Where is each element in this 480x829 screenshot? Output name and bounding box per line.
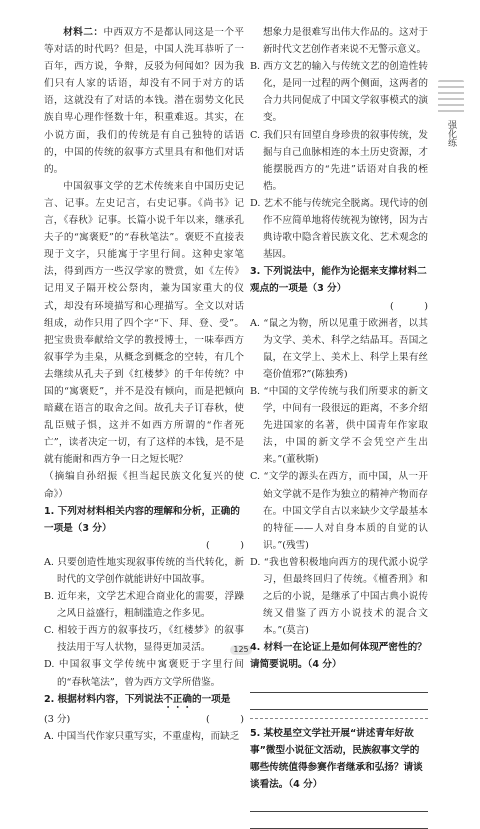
side-tab-stripes	[438, 80, 464, 114]
q1-option-d[interactable]: D. 中国叙事文学传统中寓褒贬于字里行间的“春秋笔法”，曾为西方文学所借鉴。	[44, 659, 244, 688]
q2-option-d[interactable]: D. 艺术不能与传统完全脱离。现代诗的创作不应简单地将传统视为镣铐，因为古典诗歌中隐含着民族文化、艺术观念的基因。	[250, 197, 428, 261]
q2-option-a-continued: 想象力是很难写出伟大作品的。这对于新时代文艺创作者来说不无警示意义。	[262, 27, 428, 56]
q1-option-a[interactable]: A. 只要创造性地实现叙事传统的当代转化，新时代的文学创作就能讲好中国故事。	[44, 556, 244, 585]
material-two-paragraph-2: 中国叙事文学的艺术传统来自中国历史记言、记事。左史记言，右史记事。《尚书》记言，《春秋》记事。长篇小说千年以来，继承孔夫子的“寓褒贬”的“春秋笔法”。褒贬不直接表现于文字，只能寓于字里行间。这种史家笔法，得到西方一些汉学家的赞赏，如《左传》记用叉子隔开校公祭肉，兼为国家重大的仪式，却没有环境描写和心理描写。全文以对话组成，动作只用了四个字“下、拜、登、受”。把宝贵贵奉献给文学的教授博士，一味奉西方叙事学为圭臬，从概念到概念的空转，有几个去继续从孔夫子到《红楼梦》的千年传统？中国的“寓褒贬”，并不是没有倾向，而是把倾向暗藏在语言的取舍之间。故孔夫子订春秋，使乱臣贼子惧，这并不如西方所谓的“作者死亡”，读者决定一切，有了这样的本钱，是不是就有能耐和西方争一日之短长呢？	[44, 180, 244, 466]
q3-answer-paren[interactable]: ( )	[390, 300, 428, 312]
q2-stem: 2. 根据材料内容，下列说法不正确的一项是	[44, 693, 231, 705]
material-two-paragraph-1	[44, 24, 244, 178]
q2-emphasis: 不正确	[163, 693, 192, 705]
q4-stem: 4. 材料一在论证上是如何体现严密性的？请简要说明。（4 分）	[250, 642, 427, 671]
q2-option-c[interactable]: C. 我们只有回望自身珍贵的叙事传统，发掘与自己血脉相连的本土历史资源，才能摆脱西方的“先进”话语对自我的桎梏。	[250, 129, 428, 192]
q1-stem: 1. 下列对材料相关内容的理解和分析，正确的一项是（3 分）	[44, 505, 240, 534]
q2-option-a[interactable]: A. 中国当代作家只重写实，不重虚构，而缺乏	[44, 730, 240, 742]
material-label: 材料二：	[63, 27, 104, 38]
q3-option-b[interactable]: B. “中国的文学传统与我们所要求的新文学，中间有一段很远的距离，不多介绍先进国家的名著，供中国青年作家取法，中国的新文学不会凭空产生出来。”(董秋斯)	[250, 385, 428, 466]
material-text-1: 中西双方不是都认同这是一个平等对话的时代吗？但是，中国人洗耳恭听了一百年，西方说，争辩，反驳为何闻如？因为我们只有人家的话语，却没有不同于对方的话语，这就没有了对话的本钱。潜在弱势文化民族自卑心理作怪数十年，积重难返。其实，在小说方面，我们的传统是有自己独特的话语的，中国的传统的叙事方式里具有和他们对话的。	[44, 27, 245, 175]
source-note: （摘编自孙绍振《担当起民族文化复兴的使命》）	[44, 471, 244, 500]
q4-answer-line[interactable]	[250, 693, 428, 710]
q3-option-a[interactable]: A. “鼠之为物，所以见重于欧洲者，以其为文学、美术、科学之结晶耳。吾国之鼠，在文学上、美术上、科学上果有丝毫价值邪?”(陈独秀)	[250, 317, 428, 380]
q5-stem: 5. 某校星空文学社开展“讲述青年好故事”微型小说征文活动，民族叙事文学的哪些传统值得参赛作者继承和弘扬？请谈谈看法。（4 分）	[250, 727, 423, 790]
question-1	[44, 503, 244, 691]
q2-score: (3 分)	[44, 713, 71, 725]
q1-option-b[interactable]: B. 近年来，文学艺术迎合商业化的需要，浮躁之风日益盛行，粗制滥造之作多见。	[44, 591, 244, 620]
q3-option-c[interactable]: C. “文学的源头在西方，而中国，从一开始文学就不是作为独立的精神产物而存在。中国文学自古以来缺少文学最基本的特征——人对自身本质的自觉的认识。”(残雪)	[250, 471, 428, 551]
right-column	[250, 24, 428, 829]
q4-answer-line[interactable]	[250, 676, 428, 693]
q5-answer-line[interactable]	[250, 795, 428, 812]
question-4	[250, 639, 428, 709]
q3-option-d[interactable]: D. “我也曾积极地向西方的现代派小说学习，但最终回归了传统。《檀香刑》和之后的小说，是继承了中国古典小说传统又借鉴了西方小说技术的混合文本。”(莫言)	[250, 556, 428, 637]
question-2	[44, 691, 244, 745]
side-tab-label: 强化练	[446, 120, 456, 147]
q1-answer-paren[interactable]: ( )	[206, 539, 244, 551]
question-3	[250, 263, 428, 639]
q3-stem: 3. 下列说法中，能作为论据来支撑材料二观点的一项是（3 分）	[250, 266, 427, 295]
q2-answer-paren[interactable]: ( )	[206, 713, 244, 725]
q2-option-b[interactable]: B. 西方文艺的输入与传统文艺的创造性转化，是同一过程的两个侧面，这两者的合力共同促成了中国文学叙事模式的演变。	[250, 61, 428, 124]
section-divider	[250, 718, 428, 719]
q1-option-c[interactable]: C. 相较于西方的叙事技巧，《红楼梦》的叙事技法用于写人状物，显得更加灵活。	[44, 625, 244, 654]
question-5	[250, 725, 428, 829]
q5-answer-line[interactable]	[250, 812, 428, 829]
side-tab	[438, 80, 464, 210]
page-number: 125	[228, 644, 254, 656]
left-column	[44, 24, 244, 745]
